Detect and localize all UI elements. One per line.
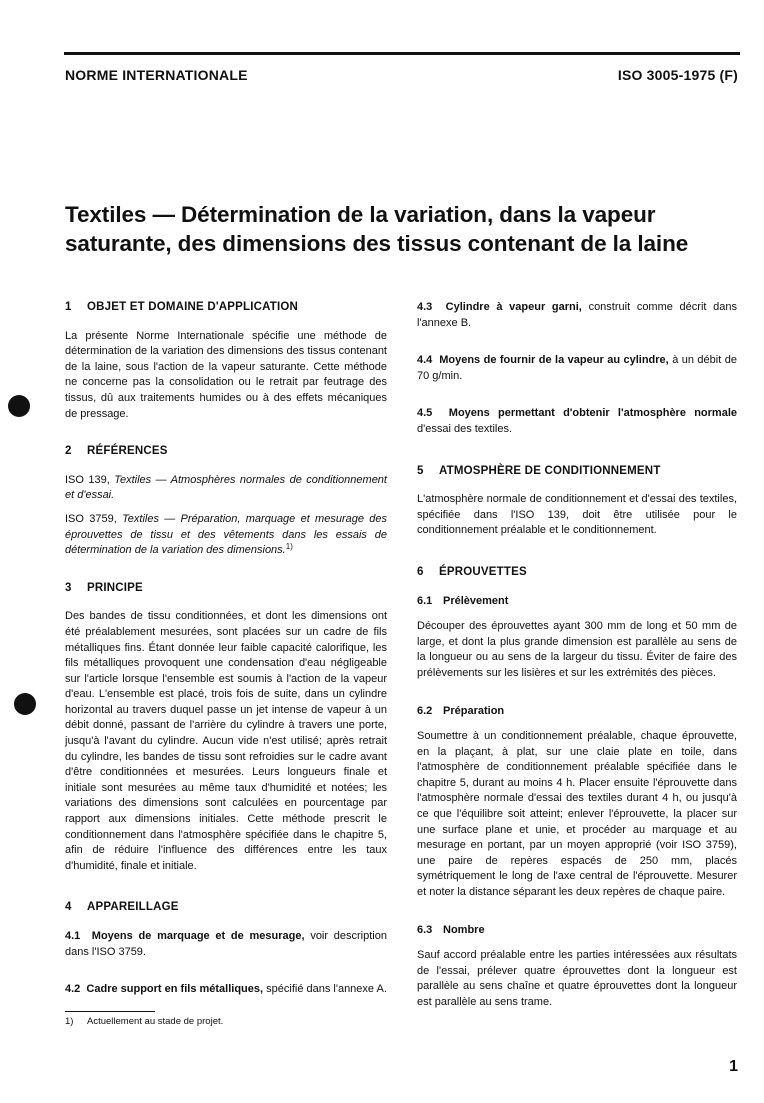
item-4-5: 4.5 Moyens permettant d'obtenir l'atmosphère normale d'essai des textiles. [417,407,737,435]
footnote-rule [65,1011,155,1012]
subsection-6-3-text: Sauf accord préalable entre les parties intéressées aux résultats de l'essai, prélever quatre éprouvettes dont la longueur est parallèle au sens chaîne et quatre éprouvettes dont la longueur est parallèle au sens trame. [417,949,737,1008]
section-3-text: Des bandes de tissu conditionnées, et dont les dimensions ont été préalablement mesurées, sont placées sur un cadre de fils métalliques fins. Étant donnée leur faible capacité calorifique, les fils métalliques provoquent une condensation d'eau négligeable sur l'article lorsque l'ensemble est soumis à l'action de la vapeur d'eau. L'ensemble est placé, trois fois de suite, dans un cylindre horizontal au travers duquel passe un jet intense de vapeur à un débit donné, passant de l'arrière du cylindre à travers une porte, jusqu'à l'avant du cylindre. Aucun vide n'est utilisé; après retrait du cylindre, les bandes de tissu sont refroidies sur le cadre avant d'être conditionnées et mesurées. Leurs longueurs finale et initiale sont mesurées au même taux d'humidité et notées; les variations des dimensions sont calculées en pourcentage par rapport aux dimensions initiales. Cette méthode prescrit le conditionnement dans l'atmosphère spécifiée dans le chapitre 5, afin de réduire l'influence des différences entre les taux d'humidité, finale et initiale. [65,610,387,872]
page-number: 1 [729,1058,738,1075]
item-4-4: 4.4 Moyens de fournir de la vapeur au cylindre, à un débit de 70 g/min. [417,354,737,382]
subsection-6-1-heading: 6.1 Prélèvement [417,594,509,607]
header-rule [64,52,740,55]
section-6-heading: 6 ÉPROUVETTES [417,565,527,578]
title-line-1: Textiles — Détermination de la variation, dans la vapeur [65,202,656,227]
item-4-3: 4.3 Cylindre à vapeur garni, construit comme décrit dans l'annexe B. [417,301,737,329]
section-1-heading: 1 OBJET ET DOMAINE D'APPLICATION [65,301,299,313]
punch-hole [8,395,30,417]
section-3-heading: 3 PRINCIPE [65,581,143,594]
item-4-1: 4.1 Moyens de marquage et de mesurage, voir description dans l'ISO 3759. [65,930,387,958]
reference-iso-139: ISO 139, Textiles — Atmosphères normales de conditionnement et d'essai. [65,473,387,502]
subsection-6-2-text: Soumettre à un conditionnement préalable, chaque éprouvette, en la plaçant, à plat, sur une claie plate en toile, dans l'atmosphère de conditionnement préalable spécifiée dans le chapitre 5, durant au moins 4 h. Placer ensuite l'éprouvette dans l'atmosphère normale d'essai des textiles durant 4 h, ou jusqu'à ce que l'équilibre soit atteint; enlever l'éprouvette, la placer sur une surface plane et unie, et procéder au marquage et au mesurage en portant, par un moyen approprié (voir ISO 3759), une paire de repères espacés de 250 mm, placés symétriquement le long de l'axe central de l'éprouvette. Mesurer et noter la distance séparant les deux repères de chaque paire. [417,730,737,899]
right-column [417,300,737,1011]
section-5-heading: 5 ATMOSPHÈRE DE CONDITIONNEMENT [417,464,661,477]
section-5-text: L'atmosphère normale de conditionnement et d'essai des textiles, spécifiée dans l'ISO 139, doit être utilisée pour le conditionnement préalable et le conditionnement. [417,493,737,537]
subsection-6-2-heading: 6.2 Préparation [417,704,505,717]
subsection-6-1-text: Découper des éprouvettes ayant 300 mm de long et 50 mm de large, et dont la plus grande dimension est parallèle au sens de la longueur ou au sens de la largeur du tissu. Éviter de faire des prélèvements sur les lisières et sur les extrémités des pièces. [417,620,737,679]
section-1-text: La présente Norme Internationale spécifie une méthode de détermination de la variation des dimensions des tissus contenant de la laine, sous l'action de la vapeur saturante. Cette méthode ne concerne pas la consolidation ou le retrait par feutrage des tissus, dû aux traitements humides ou à des effets mécaniques de pressage. [65,329,387,420]
item-4-2: 4.2 Cadre support en fils métalliques, spécifié dans l'annexe A. [65,983,387,996]
document-type: NORME INTERNATIONALE [65,67,248,83]
document-title [65,200,725,258]
left-column [65,300,387,998]
subsection-6-3-heading: 6.3 Nombre [417,923,485,936]
document-reference: ISO 3005-1975 (F) [617,67,738,83]
footnote: 1) Actuellement au stade de projet. [65,1016,224,1027]
punch-hole [14,693,36,715]
section-2-heading: 2 RÉFÉRENCES [65,445,168,458]
footnote-marker: 1) [285,542,293,552]
title-line-2: saturante, des dimensions des tissus contenant de la laine [65,231,689,256]
section-4-heading: 4 APPAREILLAGE [65,901,179,914]
reference-iso-3759: ISO 3759, Textiles — Préparation, marquage et mesurage des éprouvettes de tissu et des vêtements dans les essais de détermination de la variation des dimensions.$^{1)}$ [65,512,387,557]
